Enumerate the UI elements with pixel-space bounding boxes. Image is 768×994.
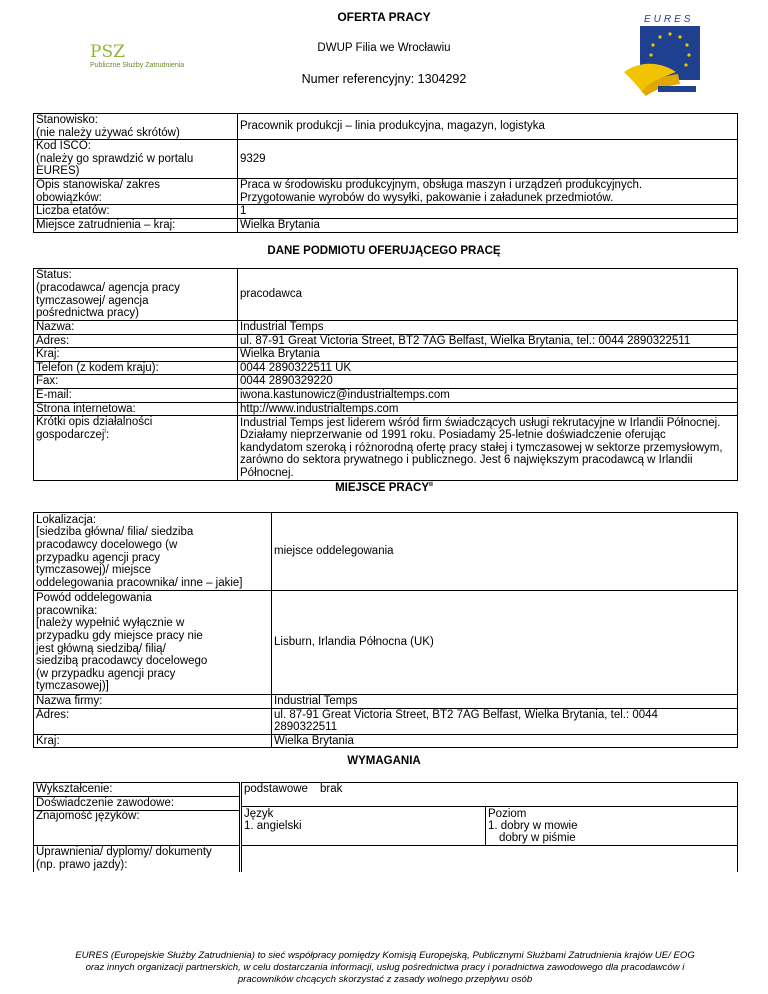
value-positions-count: 1	[238, 205, 738, 219]
employer-table	[33, 268, 738, 481]
label-positions-count: Liczba etatów:	[34, 205, 238, 219]
office-name: DWUP Filia we Wrocławiu	[317, 42, 451, 54]
table-row	[34, 695, 738, 709]
value-address: ul. 87-91 Great Victoria Street, BT2 7AG Belfast, Wielka Brytania, tel.: 0044 2890322511	[272, 708, 738, 734]
table-row	[34, 140, 738, 179]
label-email: E-mail:	[34, 388, 238, 402]
label-position: Stanowisko: (nie należy używać skrótów)	[34, 114, 238, 140]
label-languages: Znajomość języków:	[36, 810, 140, 822]
value-education-extra: brak	[320, 783, 343, 795]
label-business-description: Krótki opis działalności gospodarczej$^i$:	[34, 416, 238, 481]
level-writing: dobry w piśmie	[499, 832, 576, 844]
table-row	[34, 402, 738, 416]
label-name: Nazwa:	[34, 321, 238, 335]
label-phone: Telefon (z kodem kraju):	[34, 361, 238, 375]
table-row	[34, 375, 738, 389]
table-row	[34, 591, 738, 695]
value-business-description: Industrial Temps jest liderem wśród firm świadczących usługi rekrutacyjne w Irlandii Północnej. Działamy nieprzerwanie od 1991 roku. Posiadamy 25-letnie doświadczenie oferując kandydatom szeroką i różnorodną ofertę pracy stałej i tymczasowej w sektorze przemysłowym, zarówno do sektora prywatnego i publicznego. Jest 6 największym pracodawcą w Irlandii Północnej.	[238, 416, 738, 481]
eures-emblem-icon	[618, 14, 710, 100]
label-education: Wykształcenie:	[36, 783, 113, 795]
label-country: Kraj:	[34, 348, 238, 362]
table-row	[34, 388, 738, 402]
label-description: Opis stanowiska/ zakres obowiązków:	[34, 179, 238, 205]
table-row	[34, 205, 738, 219]
footer-note: EURES (Europejskie Służby Zatrudnienia) to sieć współpracy pomiędzy Komisją Europejską, Publicznymi Służbami Zatrudnienia krajów UE/ EOG oraz innych organizacji partnerskich, w celu dostarczania informacji, usług pośrednictwa pracy i poradnictwa zawodowego dla pracodawców i pracowników chcących skorzystać z zasady wolnego przepływu osób	[75, 950, 695, 985]
requirements-section-heading: WYMAGANIA	[347, 755, 421, 767]
value-education: podstawowe	[244, 783, 308, 795]
label-delegation-reason: Powód oddelegowania pracownika: [należy wypełnić wyłącznie w przypadku gdy miejsce pracy nie jest główną siedzibą/ filią/ siedzibą pracodawcy docelowego (w przypadku agencji pracy tymczasowej)]	[34, 591, 272, 695]
language-column-header: Język	[244, 808, 274, 820]
table-row	[34, 734, 738, 748]
employer-section-heading: DANE PODMIOTU OFERUJĄCEGO PRACĘ	[267, 245, 501, 257]
label-company-name: Nazwa firmy:	[34, 695, 272, 709]
label-address: Adres:	[34, 708, 272, 734]
value-location: miejsce oddelegowania	[272, 513, 738, 591]
value-country: Wielka Brytania	[272, 734, 738, 748]
label-isco: Kod ISCO: (należy go sprawdzić w portalu EURES)	[34, 140, 238, 179]
table-row	[34, 416, 738, 481]
eures-logo-text: EURES	[644, 14, 694, 25]
value-company-name: Industrial Temps	[272, 695, 738, 709]
workplace-section-heading: MIEJSCE PRACY$^{ii}$	[335, 481, 433, 494]
label-location: Lokalizacja: [siedziba główna/ filia/ siedziba pracodawcy docelowego (w przypadku agencji pracy tymczasowej)/ miejsce oddelegowania pracownika/ inne – jakie]	[34, 513, 272, 591]
value-email[interactable]: iwona.kastunowicz@industrialtemps.com	[238, 388, 738, 402]
label-country: Miejsce zatrudnienia – kraj:	[34, 218, 238, 232]
table-row	[34, 334, 738, 348]
value-website[interactable]: http://www.industrialtemps.com	[238, 402, 738, 416]
psz-logo	[90, 44, 200, 74]
value-description: Praca w środowisku produkcyjnym, obsługa maszyn i urządzeń produkcyjnych. Przygotowanie wyrobów do wysyłki, pakowanie i załadunek przedmiotów.	[238, 179, 738, 205]
value-delegation-reason: Lisburn, Irlandia Północna (UK)	[272, 591, 738, 695]
language-item: 1. angielski	[244, 820, 302, 832]
label-website: Strona internetowa:	[34, 402, 238, 416]
reference-number: Numer referencyjny: 1304292	[301, 72, 467, 86]
label-country: Kraj:	[34, 734, 272, 748]
table-row	[34, 708, 738, 734]
value-fax: 0044 2890329220	[238, 375, 738, 389]
label-status: Status: (pracodawca/ agencja pracy tymczasowej/ agencja pośrednictwa pracy)	[34, 269, 238, 321]
eures-logo	[618, 14, 710, 100]
value-position: Pracownik produkcji – linia produkcyjna, magazyn, logistyka	[238, 114, 738, 140]
value-phone: 0044 2890322511 UK	[238, 361, 738, 375]
psz-logo-subtext: Publiczne Służby Zatrudnienia	[90, 62, 185, 69]
level-speaking: 1. dobry w mowie	[488, 820, 578, 832]
table-row	[34, 513, 738, 591]
label-permits: Uprawnienia/ dyplomy/ dokumenty (np. prawo jazdy):	[36, 846, 212, 871]
table-row	[34, 114, 738, 140]
table-row	[34, 321, 738, 335]
value-isco: 9329	[238, 140, 738, 179]
table-row	[34, 218, 738, 232]
label-experience: Doświadczenie zawodowe:	[36, 797, 175, 809]
label-fax: Fax:	[34, 375, 238, 389]
value-name: Industrial Temps	[238, 321, 738, 335]
value-address: ul. 87-91 Great Victoria Street, BT2 7AG Belfast, Wielka Brytania, tel.: 0044 2890322511	[238, 334, 738, 348]
value-status: pracodawca	[238, 269, 738, 321]
table-row	[34, 269, 738, 321]
psz-logo-text: PSZ	[90, 42, 125, 62]
value-country: Wielka Brytania	[238, 348, 738, 362]
table-row	[34, 348, 738, 362]
table-row	[34, 361, 738, 375]
job-table	[33, 113, 738, 233]
table-row	[34, 179, 738, 205]
label-address: Adres:	[34, 334, 238, 348]
level-column-header: Poziom	[488, 808, 527, 820]
value-country: Wielka Brytania	[238, 218, 738, 232]
requirements-block	[33, 782, 737, 872]
workplace-table	[33, 512, 738, 748]
document-title: OFERTA PRACY	[337, 10, 431, 24]
